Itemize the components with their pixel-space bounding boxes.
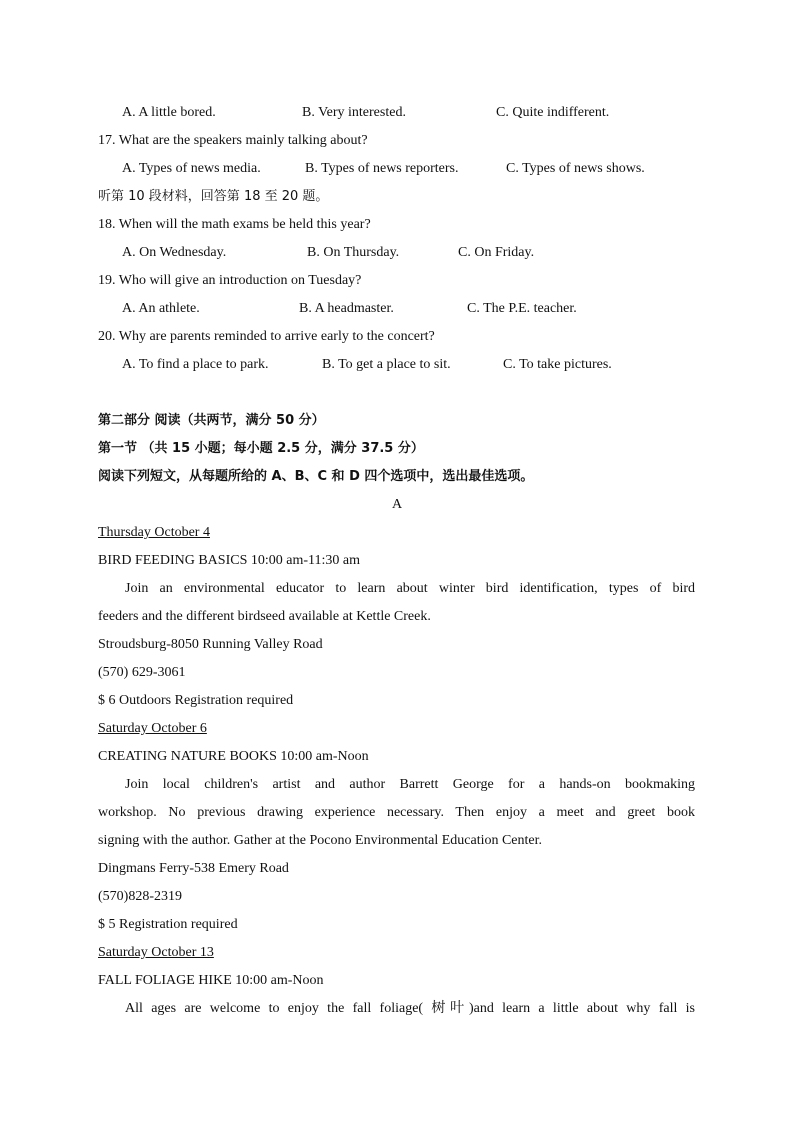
- event-location: Stroudsburg-8050 Running Valley Road: [98, 637, 323, 652]
- event-phone: (570)828-2319: [98, 889, 182, 904]
- event-description-line: Join an environmental educator to learn about winter bird identification, types of bird: [125, 581, 695, 596]
- q16-option-b: B. Very interested.: [302, 105, 406, 120]
- q20-question: 20. Why are parents reminded to arrive early to the concert?: [98, 329, 435, 344]
- event-description-line: workshop. No previous drawing experience necessary. Then enjoy a meet and greet book: [98, 805, 695, 820]
- q19-option-a: A. An athlete.: [122, 301, 200, 316]
- q20-option-c: C. To take pictures.: [503, 357, 612, 372]
- q18-option-a: A. On Wednesday.: [122, 245, 227, 260]
- q17-option-c: C. Types of news shows.: [506, 161, 645, 176]
- q19-option-b: B. A headmaster.: [299, 301, 394, 316]
- event-description-line: feeders and the different birdseed available at Kettle Creek.: [98, 609, 431, 624]
- q17-question: 17. What are the speakers mainly talking about?: [98, 133, 368, 148]
- event-title: FALL FOLIAGE HIKE 10:00 am-Noon: [98, 973, 324, 988]
- q19-option-c: C. The P.E. teacher.: [467, 301, 577, 316]
- section1-heading: 第一节 （共 15 小题；每小题 2.5 分，满分 37.5 分）: [98, 441, 424, 456]
- q19-question: 19. Who will give an introduction on Tuesday?: [98, 273, 362, 288]
- event-date: Saturday October 13: [98, 945, 214, 960]
- event-title: BIRD FEEDING BASICS 10:00 am-11:30 am: [98, 553, 360, 568]
- event-description-line: Join local children's artist and author Barrett George for a hands-on bookmaking: [125, 777, 695, 792]
- event-phone: (570) 629-3061: [98, 665, 186, 680]
- event-fee: $ 6 Outdoors Registration required: [98, 693, 294, 708]
- event-date: Thursday October 4: [98, 525, 210, 540]
- reading-instruction: 阅读下列短文，从每题所给的 A、B、C 和 D 四个选项中，选出最佳选项。: [98, 469, 534, 484]
- q18-option-c: C. On Friday.: [458, 245, 535, 260]
- q17-option-b: B. Types of news reporters.: [305, 161, 459, 176]
- q18-question: 18. When will the math exams be held this year?: [98, 217, 371, 232]
- q17-option-a: A. Types of news media.: [122, 161, 261, 176]
- event-location: Dingmans Ferry-538 Emery Road: [98, 861, 289, 876]
- event-fee: $ 5 Registration required: [98, 917, 238, 932]
- q20-option-b: B. To get a place to sit.: [322, 357, 451, 372]
- event-title: CREATING NATURE BOOKS 10:00 am-Noon: [98, 749, 369, 764]
- event-description-line: All ages are welcome to enjoy the fall foliage( 树叶)and learn a little about why fall is: [125, 1001, 695, 1016]
- q16-option-c: C. Quite indifferent.: [496, 105, 610, 120]
- q18-option-b: B. On Thursday.: [307, 245, 400, 260]
- listening-instruction-10: 听第 10 段材料，回答第 18 至 20 题。: [98, 189, 329, 204]
- event-description-line: signing with the author. Gather at the Pocono Environmental Education Center.: [98, 833, 543, 848]
- part2-heading: 第二部分 阅读（共两节，满分 50 分）: [98, 413, 325, 428]
- event-date: Saturday October 6: [98, 721, 207, 736]
- passage-label: A: [391, 497, 403, 512]
- q20-option-a: A. To find a place to park.: [122, 357, 269, 372]
- q16-option-a: A. A little bored.: [122, 105, 216, 120]
